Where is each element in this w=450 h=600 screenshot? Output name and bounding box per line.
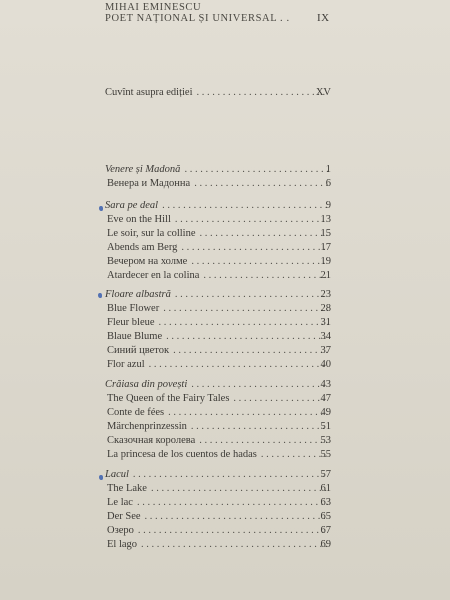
- toc-entry-cuvint-asupra-editiei: [105, 86, 331, 100]
- toc-entry-translation: [105, 330, 331, 344]
- toc-entry-label: Синий цветок: [107, 345, 170, 356]
- toc-entry-label: Lacul: [105, 469, 129, 480]
- toc-entry-page: 67: [320, 525, 331, 536]
- pen-mark: [99, 475, 103, 480]
- dot-leader: [133, 468, 328, 482]
- toc-entry-label: Le soir, sur la colline: [107, 228, 196, 239]
- dot-leader: [173, 344, 328, 358]
- running-header: [105, 2, 335, 24]
- toc-entry-translation: [105, 434, 331, 448]
- toc-entry-page: 19: [320, 256, 331, 267]
- toc-entry-page: 65: [320, 511, 331, 522]
- toc-entry-translation: [105, 213, 331, 227]
- toc-entry-label: Floare albastră: [105, 289, 171, 300]
- toc-entry-translation: [105, 302, 331, 316]
- toc-entry-label: Abends am Berg: [107, 242, 178, 253]
- dot-leader: [138, 524, 328, 538]
- toc-entry-translation: [105, 227, 331, 241]
- toc-entry-page: 34: [320, 331, 331, 342]
- toc-entry-sara-pe-deal: [105, 199, 331, 213]
- toc-entry-translation: [105, 255, 331, 269]
- toc-entry-page: 61: [320, 483, 331, 494]
- toc-entry-label: Märchenprinzessin: [107, 421, 187, 432]
- toc-entry-label: Сказочная королева: [107, 435, 196, 446]
- toc-entry-label: Blue Flower: [107, 303, 160, 314]
- toc-entry-page: 37: [320, 345, 331, 356]
- pen-mark: [98, 293, 102, 298]
- toc-entry-venere-si-madona: [105, 163, 331, 177]
- toc-entry-translation: [105, 482, 331, 496]
- toc-entry-page: 13: [320, 214, 331, 225]
- toc-entry-page: 1: [325, 164, 331, 175]
- toc-entry-translation: [105, 538, 331, 552]
- toc-entry-label: Der See: [107, 511, 141, 522]
- dot-leader: [149, 358, 328, 372]
- toc-entry-page: 51: [320, 421, 331, 432]
- toc-entry-translation: [105, 510, 331, 524]
- toc-entry-craiasa-din-povesti: [105, 378, 331, 392]
- dot-leader: [159, 316, 328, 330]
- toc-entry-label: Eve on the Hill: [107, 214, 171, 225]
- dot-leader: [141, 538, 328, 552]
- toc-entry-translation: [105, 392, 331, 406]
- toc-entry-translation: [105, 358, 331, 372]
- toc-entry-translation: [105, 524, 331, 538]
- toc-entry-translation: [105, 241, 331, 255]
- toc-entry-floare-albastra: [105, 288, 331, 302]
- dot-leader: [163, 302, 328, 316]
- toc-entry-label: Венера и Мадонна: [107, 178, 191, 189]
- toc-entry-label: Flor azul: [107, 359, 145, 370]
- header-page-number: IX: [317, 12, 330, 24]
- toc-entry-translation: [105, 177, 331, 191]
- toc-entry-page: XV: [315, 87, 331, 98]
- dot-leader: [168, 406, 328, 420]
- toc-entry-label: Atardecer en la colina: [107, 270, 200, 281]
- toc-entry-page: 69: [320, 539, 331, 550]
- toc-entry-translation: [105, 269, 331, 283]
- toc-entry-label: Blaue Blume: [107, 331, 163, 342]
- dot-leader: [162, 199, 328, 213]
- header-author: MIHAI EMINESCU: [105, 2, 202, 13]
- toc-entry-translation: [105, 406, 331, 420]
- toc-entry-translation: [105, 316, 331, 330]
- toc-entry-label: Venere și Madonă: [105, 164, 181, 175]
- toc-entry-page: 55: [320, 449, 331, 460]
- dot-leader: [145, 510, 328, 524]
- toc-entry-page: 63: [320, 497, 331, 508]
- toc-entry-label: Le lac: [107, 497, 133, 508]
- toc-entry-page: 57: [320, 469, 331, 480]
- toc-entry-page: 47: [320, 393, 331, 404]
- toc-entry-page: 40: [320, 359, 331, 370]
- toc-entry-translation: [105, 420, 331, 434]
- toc-entry-translation: [105, 344, 331, 358]
- toc-entry-page: 53: [320, 435, 331, 446]
- dot-leader: [137, 496, 328, 510]
- toc-entry-page: 23: [320, 289, 331, 300]
- toc-entry-label: The Queen of the Fairy Tales: [107, 393, 230, 404]
- toc-entry-page: 49: [320, 407, 331, 418]
- toc-entry-label: The Lake: [107, 483, 147, 494]
- toc-entry-label: Вечером на холме: [107, 256, 188, 267]
- toc-entry-page: 6: [325, 178, 331, 189]
- toc-entry-page: 15: [320, 228, 331, 239]
- dot-leader: [166, 330, 328, 344]
- dot-leader: [175, 288, 328, 302]
- toc-entry-page: 17: [320, 242, 331, 253]
- dot-leader: [175, 213, 328, 227]
- toc-entry-translation: [105, 448, 331, 462]
- toc-entry-label: Crăiasa din povești: [105, 379, 188, 390]
- toc-entry-label: La princesa de los cuentos de hadas: [107, 449, 257, 460]
- toc-entry-label: Fleur bleue: [107, 317, 155, 328]
- header-title: POET NAȚIONAL ȘI UNIVERSAL . .: [105, 13, 290, 24]
- toc-entry-label: Озеро: [107, 525, 134, 536]
- toc-entry-page: 21: [320, 270, 331, 281]
- toc-entry-label: El lago: [107, 539, 138, 550]
- toc-entry-translation: [105, 496, 331, 510]
- toc-entry-page: 31: [320, 317, 331, 328]
- dot-leader: [151, 482, 328, 496]
- dot-leader: [181, 241, 328, 255]
- toc-entry-lacul: [105, 468, 331, 482]
- toc-entry-label: Sara pe deal: [105, 200, 159, 211]
- toc-entry-page: 9: [325, 200, 331, 211]
- toc-entry-label: Cuvînt asupra ediției: [105, 87, 193, 98]
- toc-entry-label: Conte de fées: [107, 407, 165, 418]
- toc-entry-page: 43: [320, 379, 331, 390]
- pen-mark: [99, 206, 103, 211]
- toc-entry-page: 28: [320, 303, 331, 314]
